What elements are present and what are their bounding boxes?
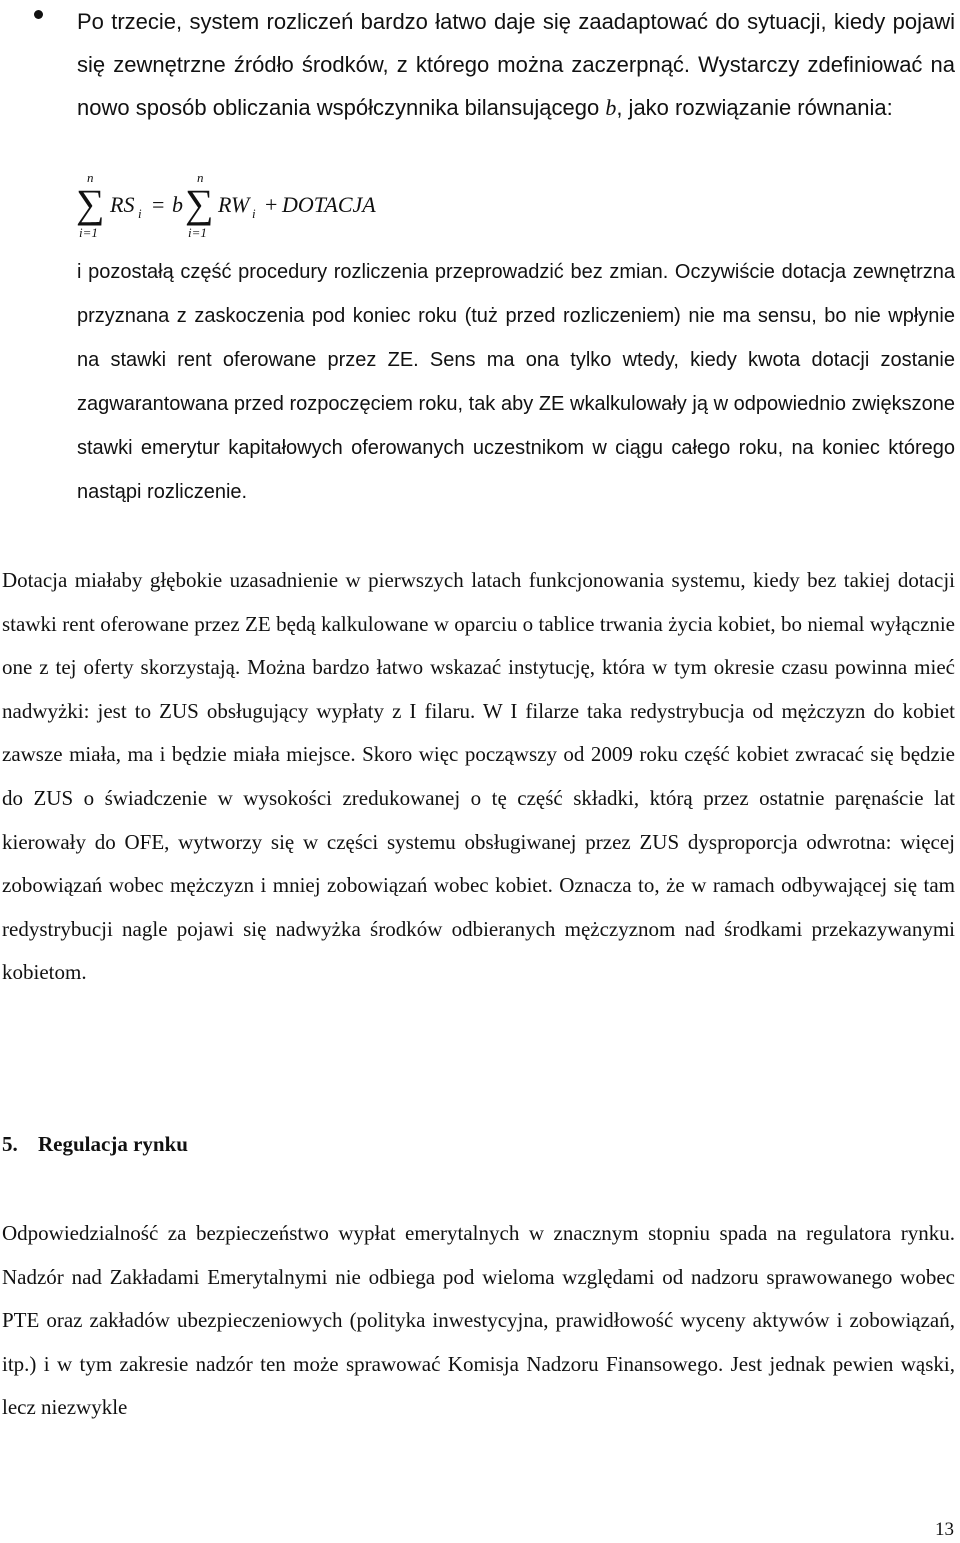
equation (68, 170, 428, 245)
section-heading (2, 1132, 188, 1157)
sum2-sigma: ∑ (185, 181, 214, 226)
sum1-lower-limit: i=1 (79, 225, 98, 240)
term-rs: RS (110, 192, 135, 217)
sum1-sigma: ∑ (76, 181, 105, 226)
bullet-paragraph (77, 0, 955, 129)
term-rw-subscript: i (252, 206, 256, 221)
page-number: 13 (935, 1519, 954, 1540)
plus-sign: + (265, 192, 278, 217)
section-title: Regulacja rynku (38, 1132, 188, 1156)
bullet-icon (34, 10, 43, 19)
bullet-variable-b: b (605, 95, 617, 120)
section-number: 5. (2, 1132, 18, 1156)
bullet-continuation: i pozostałą część procedury rozliczenia przeprowadzić bez zmian. Oczywiście dotacja zewnętrzna przyznana z zaskoczenia pod koniec roku (tuż przed rozliczeniem) nie ma sensu, bo nie wpłynie na stawki rent oferowane przez ZE. Sens ma ona tylko wtedy, kiedy kwota dotacji zostanie zagwarantowana przed rozpoczęciem roku, tak aby ZE wkalkulowały ją w odpowiednio zwiększone stawki emerytur kapitałowych oferowanych uczestnikom w ciągu całego roku, na koniec którego nastąpi rozliczenie. (77, 261, 955, 503)
bullet-text-part2: , jako rozwiązanie równania: (616, 95, 893, 120)
bullet-text-part1: Po trzecie, system rozliczeń bardzo łatwo daje się zaadaptować do sytuacji, kiedy pojawi się zewnętrzne źródło środków, z którego można zaczerpnąć. Wystarczy zdefiniować na nowo sposób obliczania współczynnika bilansującego (77, 9, 955, 120)
paragraph-dotacja: Dotacja miałaby głębokie uzasadnienie w pierwszych latach funkcjonowania systemu, kiedy bez takiej dotacji stawki rent oferowane przez ZE będą kalkulowane w oparciu o tablice trwania życia kobiet, bo niemal wyłącznie one z tej oferty skorzystają. Można bardzo łatwo wskazać instytucję, która w tym okresie czasu powinna mieć nadwyżki: jest to ZUS obsługujący wypłaty z I filaru. W I filarze taka redystrybucja od mężczyzn do kobiet zawsze miała, ma i będzie miała miejsce. Skoro więc począwszy od 2009 roku część kobiet zwracać się będzie do ZUS o świadczenie w wysokości zredukowanej o tę część składki, którą przez ostatnie paręnaście lat kierowały do OFE, wytworzy się w części systemu obsługiwanej przez ZUS dysproporcja odwrotna: więcej zobowiązań wobec mężczyzn i mniej zobowiązań wobec kobiet. Oznacza to, że w ramach odbywającej się tam redystrybucji nagle pojawi się nadwyżka środków odbieranych mężczyznom nad środkami przekazywanymi kobietom. (2, 568, 955, 985)
paragraph-regulacja: Odpowiedzialność za bezpieczeństwo wypłat emerytalnych w znacznym stopniu spada na regulatora rynku. Nadzór nad Zakładami Emerytalnymi nie odbiega pod wieloma względami od nadzoru sprawowanego wobec PTE oraz zakładów ubezpieczeniowych (polityka inwestycyjna, prawidłowość wyceny aktywów i zobowiązań, itp.) i w tym zakresie nadzór ten może sprawować Komisja Nadzoru Finansowego. Jest jednak pewien wąski, lecz niezwykle (2, 1221, 955, 1420)
term-rw: RW (218, 192, 250, 217)
term-rs-subscript: i (138, 206, 142, 221)
sum2-lower-limit: i=1 (188, 225, 207, 240)
sum2-upper-limit: n (197, 170, 204, 185)
sum1-upper-limit: n (87, 170, 94, 185)
equals-sign: = (152, 192, 165, 217)
coefficient-b: b (172, 192, 183, 217)
term-dotacja: DOTACJA (282, 192, 376, 217)
